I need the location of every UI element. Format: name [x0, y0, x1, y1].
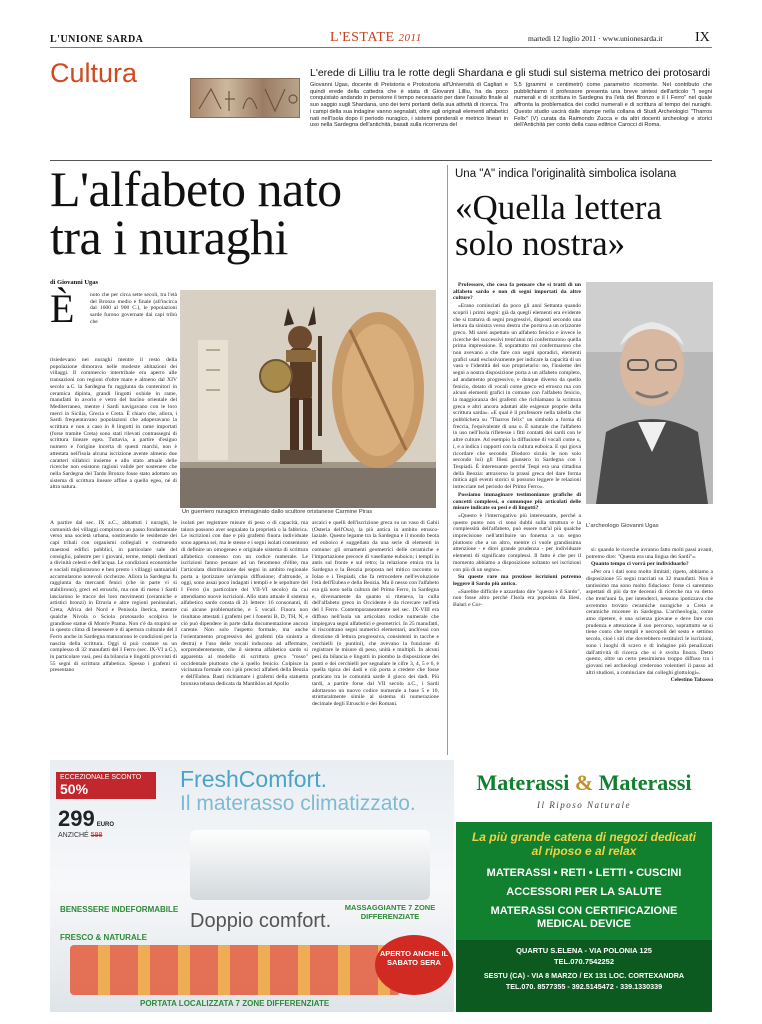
signature: Celestino Tabasso [670, 677, 713, 684]
interview-headline [455, 190, 715, 262]
portrait-photo [586, 282, 713, 504]
section-year: 2011 [398, 32, 422, 44]
page-number: IX [695, 30, 710, 45]
freshcomfort-ad [50, 760, 454, 1012]
answer-2: «Questo è l'interrogativo più interessante, perché a questo punto non ci sono dubbi sulla struttura e la complessità dell'alfabeto, può essere tutt'al più qualche imprecisione nell'attribuire un fonema a un segno piuttosto che a un altro, mentre ci vuole grandissima attenzione - e direi grande prudenza - per individuare elementi di significato complessi. Il fatto è che per il momento abbiamo a disposizione soltanto sei iscrizioni con più di un segno». [453, 512, 581, 573]
phone-2: TEL.070. 8577355 - 392.5145472 - 339.1330339 [505, 982, 663, 991]
feature-1: BENESSERE INDEFORMABILE [60, 905, 179, 914]
main-headline [50, 161, 430, 265]
culture-label: Cultura [50, 58, 138, 88]
portrait-caption: L'archeologo Giovanni Ugas [586, 523, 659, 529]
issue-date: martedì 12 luglio 2011 · www.unionesarda.it [528, 34, 663, 43]
newspaper-name: L'UNIONE SARDA [50, 34, 144, 45]
article-lead-continued: risiedevano nei nuraghi mentre il resto della popolazione dimorava nelle modeste abitazioni dei villaggi. Il commercio intertribale era aperto alle transazioni con regioni d'oltre mare e almeno dal XIV secolo a.C. la Sardegna fu raggiunta da contenitori in ceramica dipinta, grandi lingotti oxhide in rame, manufatti in avorio e vetro del bacino orientale del Mediterraneo, mentre i Sardi navigavano con le loro merci in Sicilia, Grecia e Creta. È chiaro che, allora, i Sardi frequentavano popolazioni che adoperavano la scrittura e non a caso in 8 lingotti in rame importati (forse tramite Creta) sono stati rilevati contrassegni di scrittura lineare egea. Tuttavia, a partire d'esiguo numero e l'origine incerta di questi marchi, non è attestata nell'isola alcuna iscrizione avente almeno due caratteri sillabici insieme e allo stato attuale delle ricerche non esistono ragioni valide per sostenere che nella Sardegna del Tardo Bronzo fosse stato adottato un sistema di scrittura lineare affine a quello egeo, né di altra natura. [50, 357, 177, 491]
statue-illustration [180, 290, 436, 508]
brand-part-2: Materassi [598, 770, 692, 795]
headline-line-1: L'alfabeto nato [50, 161, 342, 217]
headline-line-2: tra i nuraghi [50, 209, 288, 265]
saturday-badge: APERTO ANCHE IL SABATO SERA [375, 935, 453, 995]
section-title [330, 30, 422, 46]
relief-drawing [191, 79, 301, 119]
answer-3: «Sarebbe difficile e azzardato dire "questo è il Sardo", non fosse altro perché l'Isola era popolata da Iliesi, Balari e Cor- [453, 588, 581, 609]
ad2-products: MATERASSI • RETI • LETTI • CUSCINI [486, 867, 682, 879]
ad-model: Doppio comfort. [190, 910, 332, 932]
ad-footer: PORTATA LOCALIZZATA 7 ZONE DIFFERENZIATE [140, 999, 330, 1008]
discount-value: 50% [60, 781, 89, 797]
article-column-c: arcaici e quelli dell'iscrizione greca su un vaso di Gabii (Osteria dell'Osa), la più antica in ambito etrusco-laziale. Questo legame tra la Sardegna e il mondo beota ed euboico è suggellato da una serie di elementi in comune: gli ornamenti geometrici delle ceramiche e l'importazione precoce di vasellame euboico; i templi in antis sul fronte e sul retro; la relazione etnica tra la Sardegna e la Beozia proposta nel mitico racconto su Iolao e i Tespiadi, che fa retrocedere nell'evoluzione l'età dell'Eubea e della Beozia. Ma il nesso con l'alfabeto era già noto nella cultura del Primo Ferro, in Sardegna e, diversamente da quanto si riteneva, la culla dell'alfabeto greco in Occidente è da ricercare nell'età del I Ferro. Contemporaneamente nel sec. IX-VIII era diffuso nell'isola un articolato codice numerale che impiegava segni alfabetici e geometrici. In 25 manufatti, si riscontrano segni numerici elementari, anch'essi con direzione di lettura progressiva, consistenti in tacche e cerchielli (o puntini), che avevano la funzione di registrare le misure di peso, unità e multipli. In alcuni pesi da bilancia e lingotti in piombo la disposizione dei punti e dei cerchielli per segnalare le cifre 3, 4, 5 e 6, è quella tipica dei dadi e ciò porta a credere che fosse praticato tra le comunità sarde il gioco dei dadi. Più tardi, a partire forse dal VII secolo a.C., i Sardi adottarono un nuovo codice numerale a base 5 e 10, strutturalmente simile al sistema di numerazione decimale degli Etruschi e dei Romani. [312, 520, 439, 707]
feature-3: MASSAGGIANTE 7 ZONE DIFFERENZIATE [344, 903, 436, 921]
ad2-brand [462, 770, 706, 796]
materassi-ad [456, 760, 712, 1012]
address-2: SESTU (CA) - VIA 8 MARZO / EX 131 LOC. CORTEXANDRA [483, 971, 685, 980]
interview-column [453, 282, 581, 754]
mattress-zones [70, 945, 400, 995]
column-divider [447, 165, 448, 755]
ad2-motto: Il Riposo Naturale [537, 800, 631, 810]
interview-headline-line-2: solo nostra» [455, 224, 626, 263]
ad-tagline: Il materasso climatizzato. [180, 792, 416, 815]
old-price-value: 598 [90, 832, 103, 839]
intro-column-1: Giovanni Ugas, docente di Preistoria e Protostoria all'Università di Cagliari e quindi erede della cattedra che è stata di Giovanni Lilliu, ha da poco conquistato andando in pensione il tempo necessario per dare l'assalto finale al suo saggio sugli Shardana, uno dei temi portanti della sua attività di ricerca. Tra i campi della sua indagine vanno segnalati, oltre agli originali elementi alfabetici nati nell'Isola dopo il periodo nuragico, i sistemi ponderali e metrico lineari in uso nella Sardegna dell'antichità, basati sulla ricorrenza del [310, 82, 508, 129]
question-3: Su queste rare ma preziose iscrizioni potremo leggere il Sardo più antico. [453, 574, 581, 587]
culture-headline: L'erede di Lilliu tra le rotte degli Shardana e gli studi sul sistema metrico dei protosardi [310, 67, 711, 79]
ad2-health: ACCESSORI PER LA SALUTE [506, 886, 662, 898]
brand-ampersand: & [574, 770, 594, 795]
brand-part-1: Materassi [476, 770, 570, 795]
ad2-slogan: La più grande catena di negozi dedicati al riposo e al relax [471, 830, 697, 858]
price-currency: EURO [96, 822, 115, 828]
discount-label: ECCEZIONALE SCONTO [60, 774, 142, 781]
answer-4: «Per ora i dati sono molto limitati; ripeto, abbiamo a disposizione 55 segni tracciati su 32 manufatti. Non è tantissimo ma sono molto fiducioso: forse ci saremmo aspettati di più da tre decenni di ricerche ma va detto che trent'anni fa, per intenderci, nessuno ipotizzava che avremmo trovato ceramiche nuragiche a Creta e ceramiche micenee in Sardegna. L'archeologia, come amo ripetere, è una scienza giovane e deve fare con prudenza e attenzione il suo percorso, soprattutto se si tiene conto che templi e necropoli del sesto e settimo secolo, cioè i siti che dovrebbero restituirci le iscrizioni, sono i luoghi di scavo e di indagine più penalizzati dall'attività di ricerca che si è svolta finora. Detto questo, oltre un certo pessimismo troppo diffuso tra i giovani nei archeologi crederono volentieri il passo ad altri studiosi, a cominciare dai colleghi glottologi». [586, 569, 713, 676]
interview-headline-line-1: «Quella lettera [455, 188, 662, 227]
answer-3-continued: si: quando le ricerche avranno fatto molti passi avanti, potremo dire: "Questa era una lingua dei Sardi"». [586, 547, 713, 560]
discount-banner [56, 772, 156, 799]
address-1: QUARTU S.ELENA - VIA POLONIA 125 [516, 946, 652, 955]
question-4: Quanto tempo ci vorrà per individuarlo? [591, 561, 689, 568]
ad2-certification: MATERASSI CON CERTIFICAZIONE MEDICAL DEVICE [490, 905, 678, 930]
article-column-a: A partire dal sec. IX a.C., abbattuti i nuraghi, le comunità dei villaggi compirono un passo fondamentale verso una società urbana, sostituendo le residenze dei capi tribali con organismi collegiali e costruendo maestosi edifici pubblici, in particolare sale del consiglio, palestre per i giovani, terme, templi destinati a divinità celesti e dell'acqua. Le condizioni economiche e sociali migliorarono e ben presto i villaggi santuariali accumularono notevoli ricchezze. Allora la Sardegna fu raggiunta da mercanti fenici (che in parte vi si stabilirono), greci ed etruschi, ma non di meno i Sardi lasciarono le tracce dei loro movimenti (ceramiche e artistici bronzi) in Etruria e altre regioni peninsulari, Creta, Africa del Nord e Penisola iberica, mentre qualche Nivola o Sciola protosardo scolpiva le grandiose statue di Mont'e Prama. Non c'è da stupirsi se in questo clima di benessere e di apertura culturale del I Ferro anche in Sardegna maturarono le condizioni per la nascita della scrittura. Oggi si può contare su un complesso di 32 manufatti del I Ferro (sec. IX-VI a.C.), in particolare vasi, pesi da bilancia e lingotti provvisti di 55 segni di scrittura alfabetica. Spesso i grafemi si presentano [50, 520, 177, 674]
bed-image [190, 830, 430, 900]
ad-price [58, 806, 114, 832]
drop-cap: È [50, 286, 75, 331]
price-value: 299 [58, 806, 95, 831]
question-2: Possiamo immaginare testimonianze grafiche di concetti complessi, o comunque più articolati delle misure indicate su pesi e di lingotti? [453, 491, 581, 512]
article-lead: noto che per circa sette secoli, tra l'età del Bronzo medio e finale (all'incirca dal 1600 al 900 C.), le popolazioni sarde furono governate dai capi tribù che [90, 292, 177, 325]
phone-1: TEL.070.7542252 [553, 957, 615, 966]
question-1: Professore, che cosa fa pensare che si tratti di un alfabeto sardo e non di segni importati da altre culture? [453, 282, 581, 302]
portrait-illustration [586, 282, 713, 504]
ad-brand: FreshComfort. [180, 766, 327, 792]
feature-2: FRESCO & NATURALE [60, 933, 147, 942]
intro-column-2: 5,5 (grammi e centimetri) come parametro ricorrente. Nel contributo che pubblichiamo il professore presenta una breve sintesi dell'articolo "I segni numerali e di scrittura in Sardegna tra l'età del Bronzo e il I Ferro" nel quale affronta la problematica dei codici numerali e di scrittura al tempo dei nuraghi. Questo studio uscirà dalle stampe nella collana di Studi Archeologici "Tharros Felix" (V) curata da Raimondo Zucca e da altri docenti archeologi e storici dell'Antichità per conto della casa editrice Carocci di Roma. [514, 82, 712, 129]
byline: di Giovanni Ugas [50, 279, 99, 286]
warrior-statue-photo [180, 290, 436, 508]
interview-column-end [586, 547, 713, 754]
relief-photo [190, 78, 300, 118]
photo-caption: Un guerriero nuragico immaginato dallo scultore oristanese Carmine Piras [182, 509, 373, 515]
old-price [58, 832, 102, 839]
interview-kicker: Una "A" indica l'originalità simbolica isolana [455, 168, 677, 180]
article-column-b: isolati per registrare misure di peso o di capacità, ma talora possono aver segnalato la proprietà o la fabbrica. Le iscrizioni con due e più grafemi finora individuate sono appena sei, ma le stesse e i segni isolati consentono di definire un omogeneo e originale sistema di scrittura alfabetica connesso con un codice numerale. Le iscrizioni fanno pensare ad un fenomeno d'élite, ma l'articolata distribuzione dei segni in ambito regionale porta a ipotizzare un'ampia diffusione; d'altronde, a oggi, sono assai poco indagati i templi e le sepolture del I Ferro (in particolare del VII-VI secolo) da cui attendiamo nuove iscrizioni. Allo stato attuale il sistema alfabetico sardo consta di 21 lettere: 16 consonanti, di cui alcune problematiche, e 5 vocali. Finora non risultano attestati i grafemi per i fonemi B, D, TH, N, e ciò può dipendere in parte dalla documentazione ancora carente. Non solo l'aspetto formale, ma anche l'orientamento progressivo dei grafemi (da sinistra a destra) e l'uso delle vocali inducono ad affermare, sorprendentemente, che il sistema alfabetico sardo si apparenta al modello di scrittura greco "rosso" occidentale piuttosto che a quello fenicio. Colpisce la vicinanza formale con i più precoci alfabeti della Beozia e dell'Eubea. Basti richiamare i grafemi della statuetta bronzea tebana dedicata da Mantiklos ad Apollo [181, 520, 308, 687]
section-name: L'ESTATE [330, 30, 395, 45]
old-price-label: ANZICHÉ [58, 832, 89, 839]
answer-1: «Erano cominciati da poco gli anni Settanta quando scoprii i primi segni: già da quegli elementi era evidente che si trattava di segni progressivi, disposti secondo una lettura da sinistra verso destra che portava a un orizzonte greco. Mi sarei aspettato un alfabeto fenicio e invece le ricerche dei successivi trent'anni mi confermarono quella prima impressione. È soprattutto mi confermarono che non avevano a che fare con segni sporadici, elementi grafici usati esclusivamente per indicare la capacità di un vaso o l'identità del suo proprietario: no, l'insieme dei segni a nostra disposizione porta a un alfabeto completo, ad andamento progressivo, e dunque diverso da quello fenicio, dotato di vocali come greco ed etrusco ma con alcuni elementi grafici in comune con l'alfabeto fenicio, la maggioranza dei grafemi che richiamano la scrittura greca e altri ancora adattati alle esigenze proprie della scrittura sarda». «E qual è il professore nella tabella che pubblichera su "Tharros felix" un simbolo a forma di freccia, l'equivalente di una o. È naturale che l'alfabeto in uso nell'Isola rifletesse i fitti contatti dei sardi con le altre culture. Ad esempio la diffusione di vocali come u, i, e a indica i rapporti con la cultura euboica. E qui giova ricordare che secondo Diodoro siculo le non solo secondo lui) gli Iliesi giunsero in Sardegna con i Tespiadi. È interessante perché Tespi era una cittadina della Beozia: attraverso la prassi greca del dare forma mitica agli eventi storici si possono leggere le relazioni intrecciate nel periodo del Primo Ferro». [453, 303, 581, 491]
